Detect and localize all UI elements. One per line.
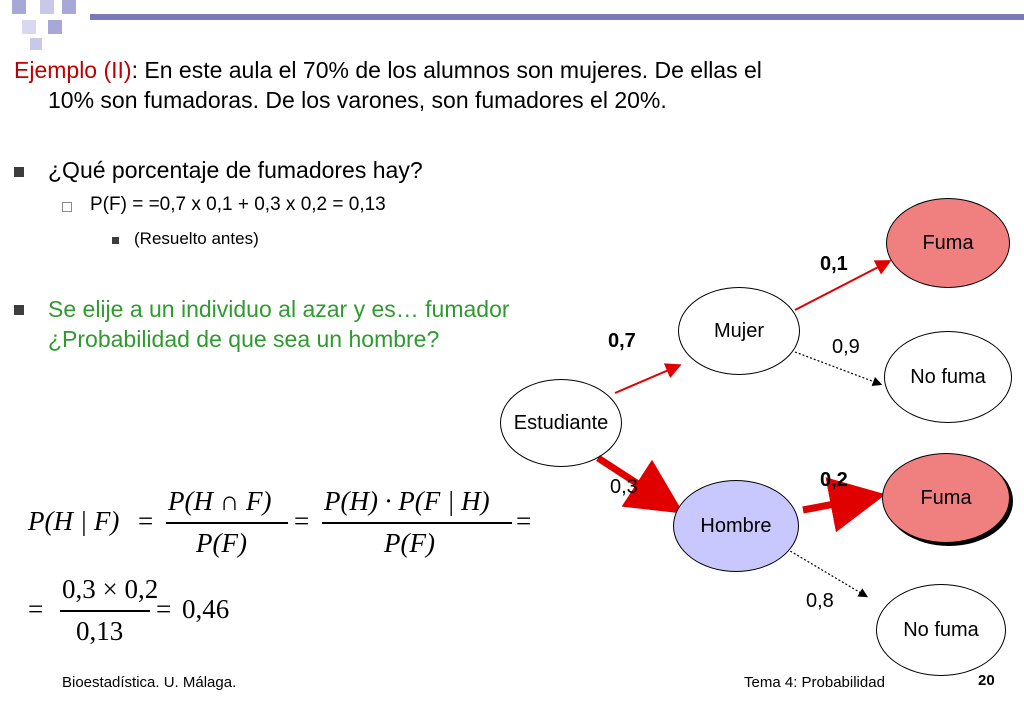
formula-denominator-1: P(F) (196, 528, 247, 558)
equals-sign: = (294, 506, 310, 536)
equals-sign: = (516, 506, 532, 536)
node-nofuma-mujer: No fuma (884, 331, 1012, 423)
edge-hombre-fuma (803, 497, 872, 510)
fraction-bar (60, 610, 150, 612)
equals-sign: = (138, 506, 154, 536)
formula-lhs: P(H | F) (28, 506, 120, 536)
question-conditional-line1: Se elije a un individuo al azar y es… fumador (48, 296, 510, 322)
formula-denominator-3: 0,13 (76, 616, 124, 646)
page-number: 20 (978, 672, 995, 689)
question-conditional-line2: ¿Probabilidad de que sea un hombre? (48, 326, 440, 352)
formula-denominator-2: P(F) (384, 528, 435, 558)
node-mujer: Mujer (678, 287, 800, 375)
formula-result: 0,46 (182, 594, 230, 624)
edge-estudiante-mujer (615, 366, 678, 393)
prob-fuma-hombre: 0,2 (820, 469, 848, 491)
example-label: Ejemplo (II) (14, 57, 132, 83)
formula-numerator-1: P(H ∩ F) (168, 486, 272, 516)
node-nofuma-hombre: No fuma (876, 584, 1006, 676)
statement-line1: : En este aula el 70% de los alumnos son mujeres. De ellas el (131, 57, 762, 83)
node-fuma-mujer: Fuma (886, 198, 1010, 288)
pf-calculation: P(F) = =0,7 x 0,1 + 0,3 x 0,2 = 0,13 (90, 194, 386, 215)
statement-line2: 10% son fumadoras. De los varones, son fumadores el 20%. (48, 87, 667, 113)
node-hombre: Hombre (673, 480, 799, 572)
solved-before-note: (Resuelto antes) (134, 229, 259, 248)
edge-hombre-nofuma (780, 545, 866, 596)
question-percentage: ¿Qué porcentaje de fumadores hay? (48, 157, 423, 183)
fraction-bar (322, 522, 512, 524)
prob-nofuma-hombre: 0,8 (806, 590, 834, 612)
footer-topic: Tema 4: Probabilidad (744, 674, 885, 691)
formula-numerator-2: P(H) · P(F | H) (324, 486, 490, 516)
node-estudiante: Estudiante (500, 379, 622, 467)
equals-sign: = (28, 594, 44, 624)
fraction-bar (166, 522, 288, 524)
equals-sign: = (156, 594, 172, 624)
formula-numerator-3: 0,3 × 0,2 (62, 574, 159, 604)
prob-nofuma-mujer: 0,9 (832, 336, 860, 358)
prob-fuma-mujer: 0,1 (820, 253, 848, 275)
prob-hombre: 0,3 (610, 476, 638, 498)
prob-mujer: 0,7 (608, 330, 636, 352)
node-fuma-hombre: Fuma (882, 453, 1010, 543)
footer-course: Bioestadística. U. Málaga. (62, 674, 237, 691)
